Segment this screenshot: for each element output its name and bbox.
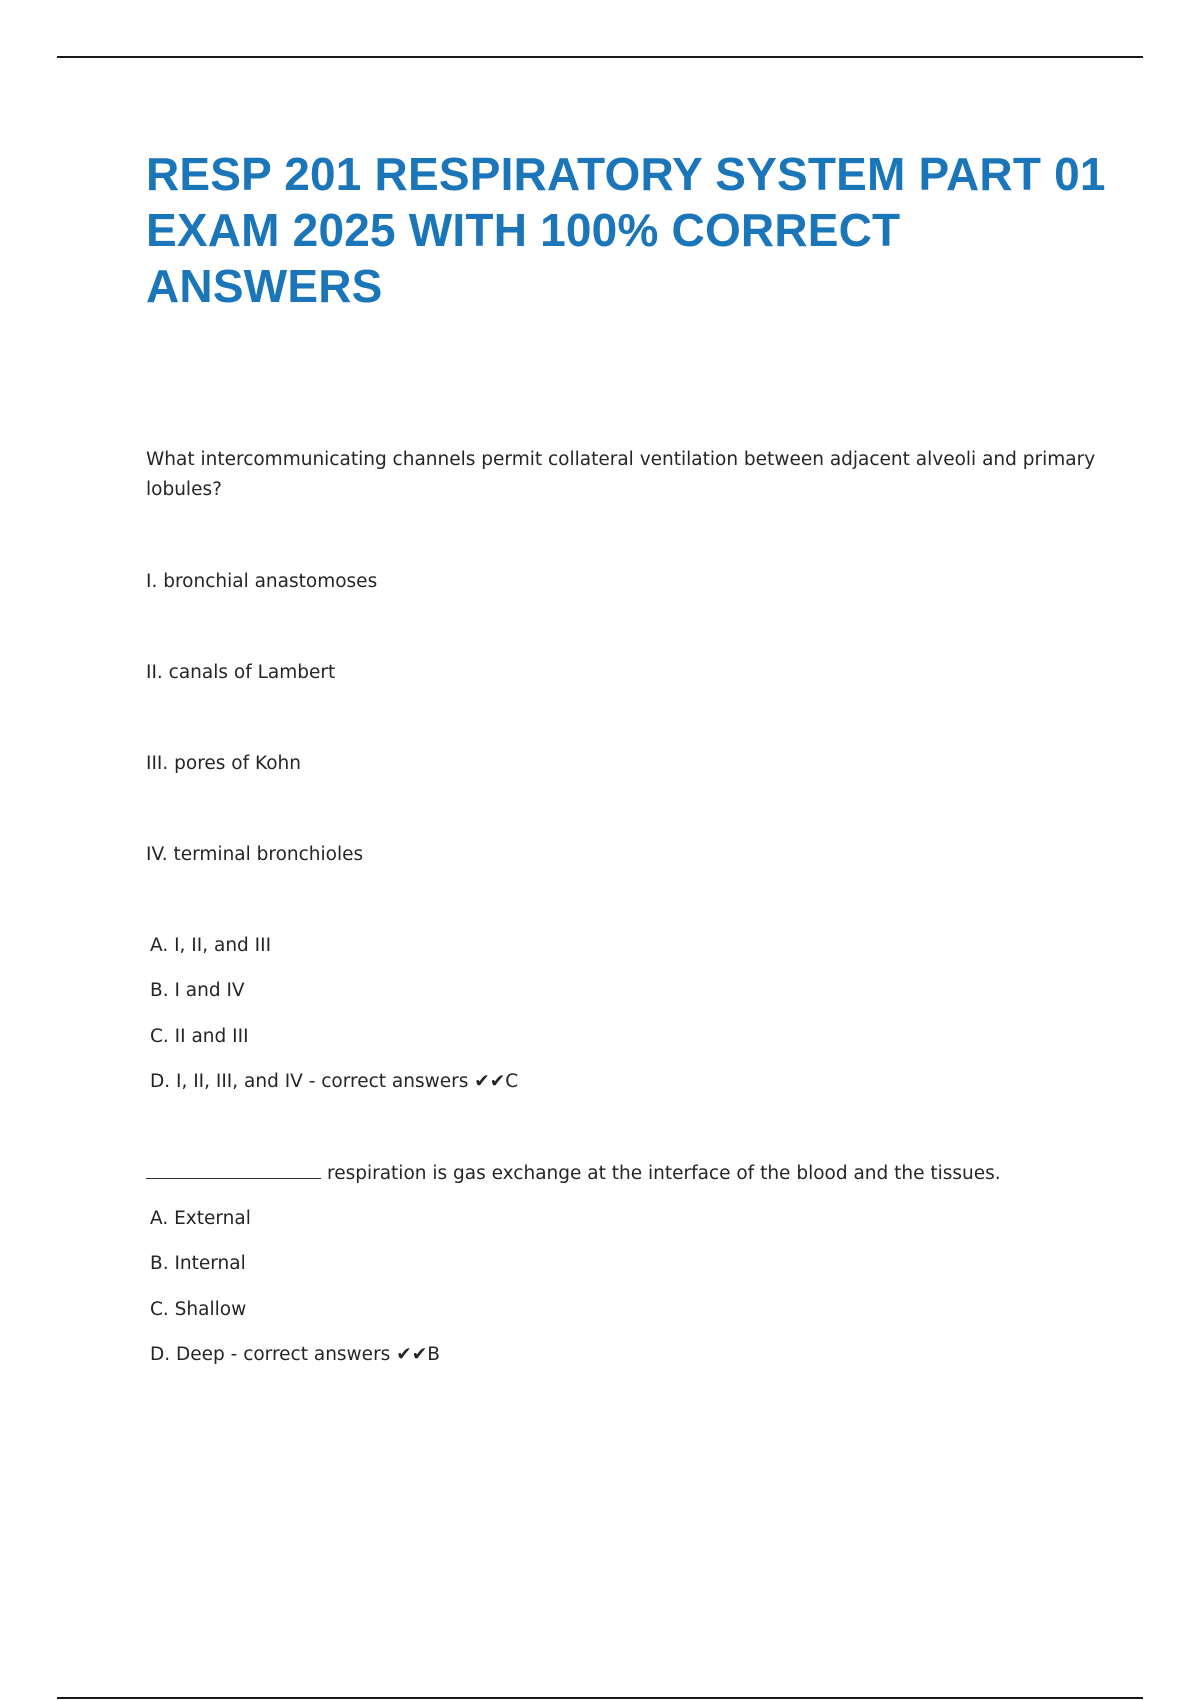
question-2-option-c [146,1296,1096,1324]
question-2-option-d [146,1341,1096,1369]
answer-option: B. Internal [150,1253,246,1274]
question-1-option-b [146,977,1096,1005]
question-2-option-b [146,1250,1096,1278]
question-1 [146,445,1096,505]
question-1-statement: IV. terminal bronchioles [146,844,364,865]
answer-option: B. I and IV [150,980,245,1001]
top-rule [57,56,1143,58]
answer-option: C. Shallow [150,1299,247,1320]
answer-option-correct: D. I, II, III, and IV - correct answers ✔✔C [150,1071,519,1092]
question-1-option-c [146,1023,1096,1051]
question-1-option-d [146,1068,1096,1096]
question-2-text [146,1159,1096,1189]
question-2-option-a [146,1205,1096,1233]
question-1-text: What intercommunicating channels permit collateral ventilation between adjacent alveoli and primary lobules? [146,449,1096,500]
question-2 [146,1159,1096,1189]
question-1-statement: III. pores of Kohn [146,753,301,774]
answer-option-correct: D. Deep - correct answers ✔✔B [150,1344,440,1365]
question-2-text-after-blank: respiration is gas exchange at the interface of the blood and the tissues. [327,1163,1001,1184]
question-1-statement: I. bronchial anastomoses [146,571,378,592]
statement-1 [146,568,1096,596]
statement-4 [146,841,1096,869]
answer-option: A. I, II, and III [150,935,272,956]
answer-option: A. External [150,1208,251,1229]
question-1-statement: II. canals of Lambert [146,662,336,683]
statement-2 [146,659,1096,687]
bottom-rule [57,1697,1143,1699]
statement-3 [146,750,1096,778]
document-title: RESP 201 RESPIRATORY SYSTEM PART 01 EXAM 2025 WITH 100% CORRECT ANSWERS [146,148,1106,312]
question-1-option-a [146,932,1096,960]
fill-in-blank [146,1160,321,1179]
answer-option: C. II and III [150,1026,249,1047]
